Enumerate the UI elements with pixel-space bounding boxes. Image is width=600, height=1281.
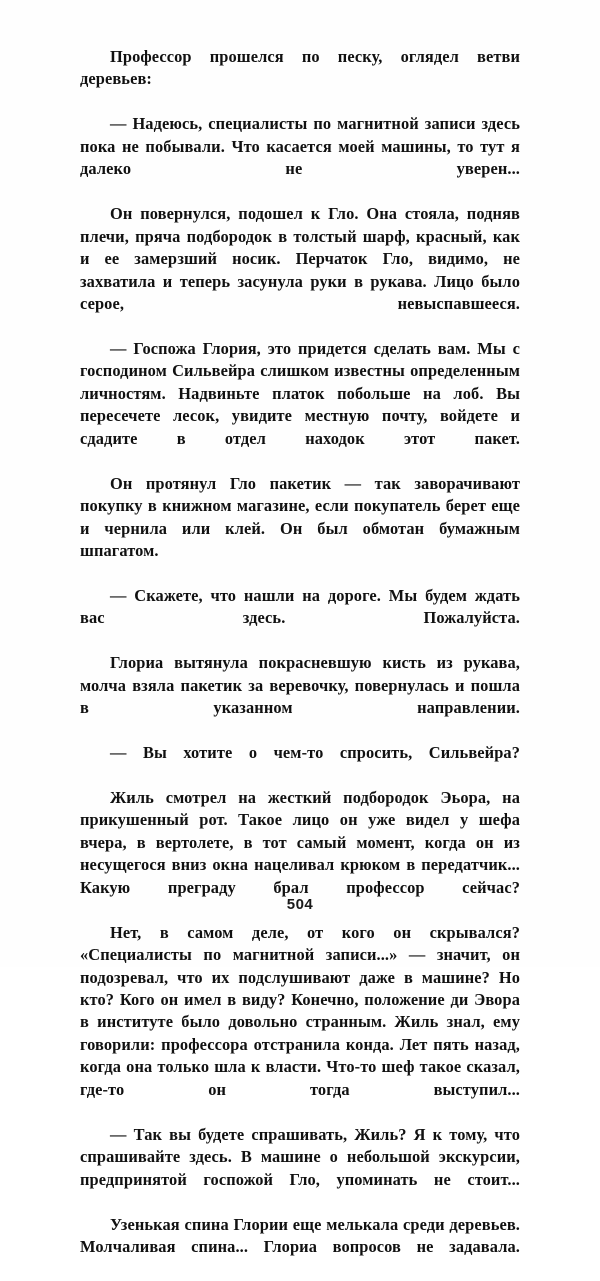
paragraph: — Вы хотите о чем-то спросить, Сильвейра? (110, 743, 520, 763)
paragraph: — Госпожа Глория, это придется сделать вам. Мы с господином Сильвейра слишком известны определенным личностям. Надвиньте платок побольше на лоб. Вы пересечете лесок, увидите местную почту, войдете и сдадите в отдел находок этот пакет. (80, 338, 520, 448)
page-text-block (80, 46, 520, 1281)
page-number: 504 (286, 896, 314, 913)
paragraph: — Так вы будете спрашивать, Жиль? Я к тому, что спрашивайте здесь. В машине о небольшой экскурсии, предпринятой госпожой Гло, упоминать не стоит... (80, 1124, 520, 1189)
paragraph: Жиль смотрел на жесткий подбородок Эьора, на прикушенный рот. Такое лицо он уже видел у шефа вчера, в вертолете, в тот самый момент, когда он из несущегося вниз окна нацеливал крюком в передатчик... Какую преграду брал профессор сейчас? (80, 787, 520, 897)
paragraph: Узенькая спина Глории еще мелькала среди деревьев. Молчаливая спина... Глориа вопросов не задавала. (80, 1214, 520, 1257)
paragraph: Профессор прошелся по песку, оглядел ветви деревьев: (80, 47, 520, 89)
paragraph: Он повернулся, подошел к Гло. Она стояла, подняв плечи, пряча подбородок в толстый шарф, красный, как и ее замерзший носик. Перчаток Гло, видимо, не захватила и теперь засунула руки в рукава. Лицо было серое, невыспавшееся. (80, 204, 520, 313)
paragraph: Он протянул Гло пакетик — так заворачивают покупку в книжном магазине, если покупатель берет еще и чернила или клей. Он был обмотан бумажным шпагатом. (80, 473, 520, 560)
paragraph: Глориа вытянула покрасневшую кисть из рукава, молча взяла пакетик за веревочку, повернулась и пошла в указанном направлении. (80, 653, 520, 718)
paragraph: — Скажете, что нашли на дороге. Мы будем ждать вас здесь. Пожалуйста. (80, 585, 520, 628)
paragraph: — Надеюсь, специалисты по магнитной записи здесь пока не побывали. Что касается моей машины, то тут я далеко не уверен... (80, 114, 520, 179)
paragraph: Нет, в самом деле, от кого он скрывался? «Специалисты по магнитной записи...» — значит, он подозревал, что их подслушивают даже в машине? Но кто? Кого он имел в виду? Конечно, положение ди Эвора в институте было довольно странным. Жиль знал, ему говорили: профессора отстранила конда. Лет пять назад, когда она только шла к власти. Что-то шеф такое сказал, где-то он тогда выступил... (80, 922, 520, 1099)
